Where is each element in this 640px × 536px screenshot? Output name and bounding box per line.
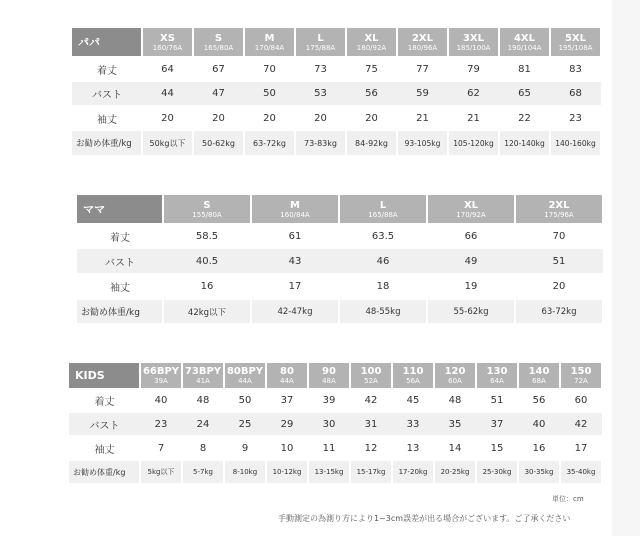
mama-row-bust: バスト 40.5 43 46 49 51 [77,249,603,273]
papa-size-col-8: 5XL 195/108A [550,28,601,56]
papa-size-col-1: S 165/80A [193,28,244,56]
mama-size-col-1: M 160/84A [251,195,339,223]
kids-size-col-4: 90 48A [308,363,350,388]
mama-row-sleeve: 袖丈 16 17 18 19 20 [110,281,566,294]
measurement-footnote: 手動測定の為測り方により1~3cm誤差が出る場合がございます。ご了承ください [278,514,571,523]
papa-section-label: パパ [72,28,142,56]
kids-size-col-3: 80 44A [266,363,308,388]
kids-row-weight: お勧め体重/kg 5kg以下 5-7kg 8-10kg 10-12kg 13-15kg 15-17kg 17-20kg 20-25kg 25-30kg 30-35kg 35-40kg [69,461,602,483]
kids-size-table [69,363,603,483]
papa-row-length: 着丈 64 67 70 73 75 77 79 81 83 [97,63,582,77]
unit-note: 単位：cm [552,495,584,503]
papa-size-col-2: M 170/84A [244,28,295,56]
kids-size-col-7: 120 60A [434,363,476,388]
mama-size-col-3: XL 170/92A [427,195,515,223]
kids-size-col-10: 150 72A [560,363,602,388]
kids-header-row [69,363,602,388]
kids-size-col-6: 110 56A [392,363,434,388]
mama-row-weight: お勧め体重/kg 42kg以下 42-47kg 48-55kg 55-62kg 63-72kg [77,300,603,323]
kids-size-col-2: 80BPY 44A [224,363,266,388]
papa-row-bust: バスト 44 47 50 53 56 59 62 65 68 [72,82,601,105]
kids-size-col-0: 66BPY 39A [140,363,182,388]
papa-size-col-5: 2XL 180/96A [397,28,448,56]
kids-size-col-9: 140 68A [518,363,560,388]
kids-size-col-8: 130 64A [476,363,518,388]
papa-header-row [72,28,601,56]
mama-size-col-2: L 165/88A [339,195,427,223]
papa-row-weight: お勧め体重/kg 50kg以下 50-62kg 63-72kg 73-83kg 84-92kg 93-105kg 105-120kg 120-140kg 140-160kg [72,131,601,155]
papa-size-col-7: 4XL 190/104A [499,28,550,56]
mama-size-table [77,195,604,323]
mama-header-row [77,195,603,223]
papa-row-sleeve: 袖丈 20 20 20 20 20 21 21 22 23 [97,112,582,126]
mama-row-length: 着丈 58.5 61 63.5 66 70 [110,230,566,244]
papa-size-col-4: XL 180/92A [346,28,397,56]
kids-row-sleeve: 袖丈 7 8 9 10 11 12 13 14 15 16 17 [94,442,588,456]
papa-size-col-6: 3XL 185/100A [448,28,499,56]
kids-section-label: KIDS [69,363,140,388]
kids-size-col-1: 73BPY 41A [182,363,224,388]
right-edge-strip [612,0,640,536]
mama-size-col-0: S 155/80A [163,195,251,223]
kids-size-col-5: 100 52A [350,363,392,388]
kids-row-length: 着丈 40 48 50 37 39 42 45 48 51 56 60 [94,395,588,408]
mama-section-label: ママ [77,195,163,223]
papa-size-table [72,28,602,155]
kids-row-bust: バスト 23 24 25 29 30 31 33 35 37 40 42 [69,413,602,435]
mama-size-col-4: 2XL 175/96A [515,195,603,223]
papa-size-col-0: XS 160/76A [142,28,193,56]
papa-size-col-3: L 175/88A [295,28,346,56]
